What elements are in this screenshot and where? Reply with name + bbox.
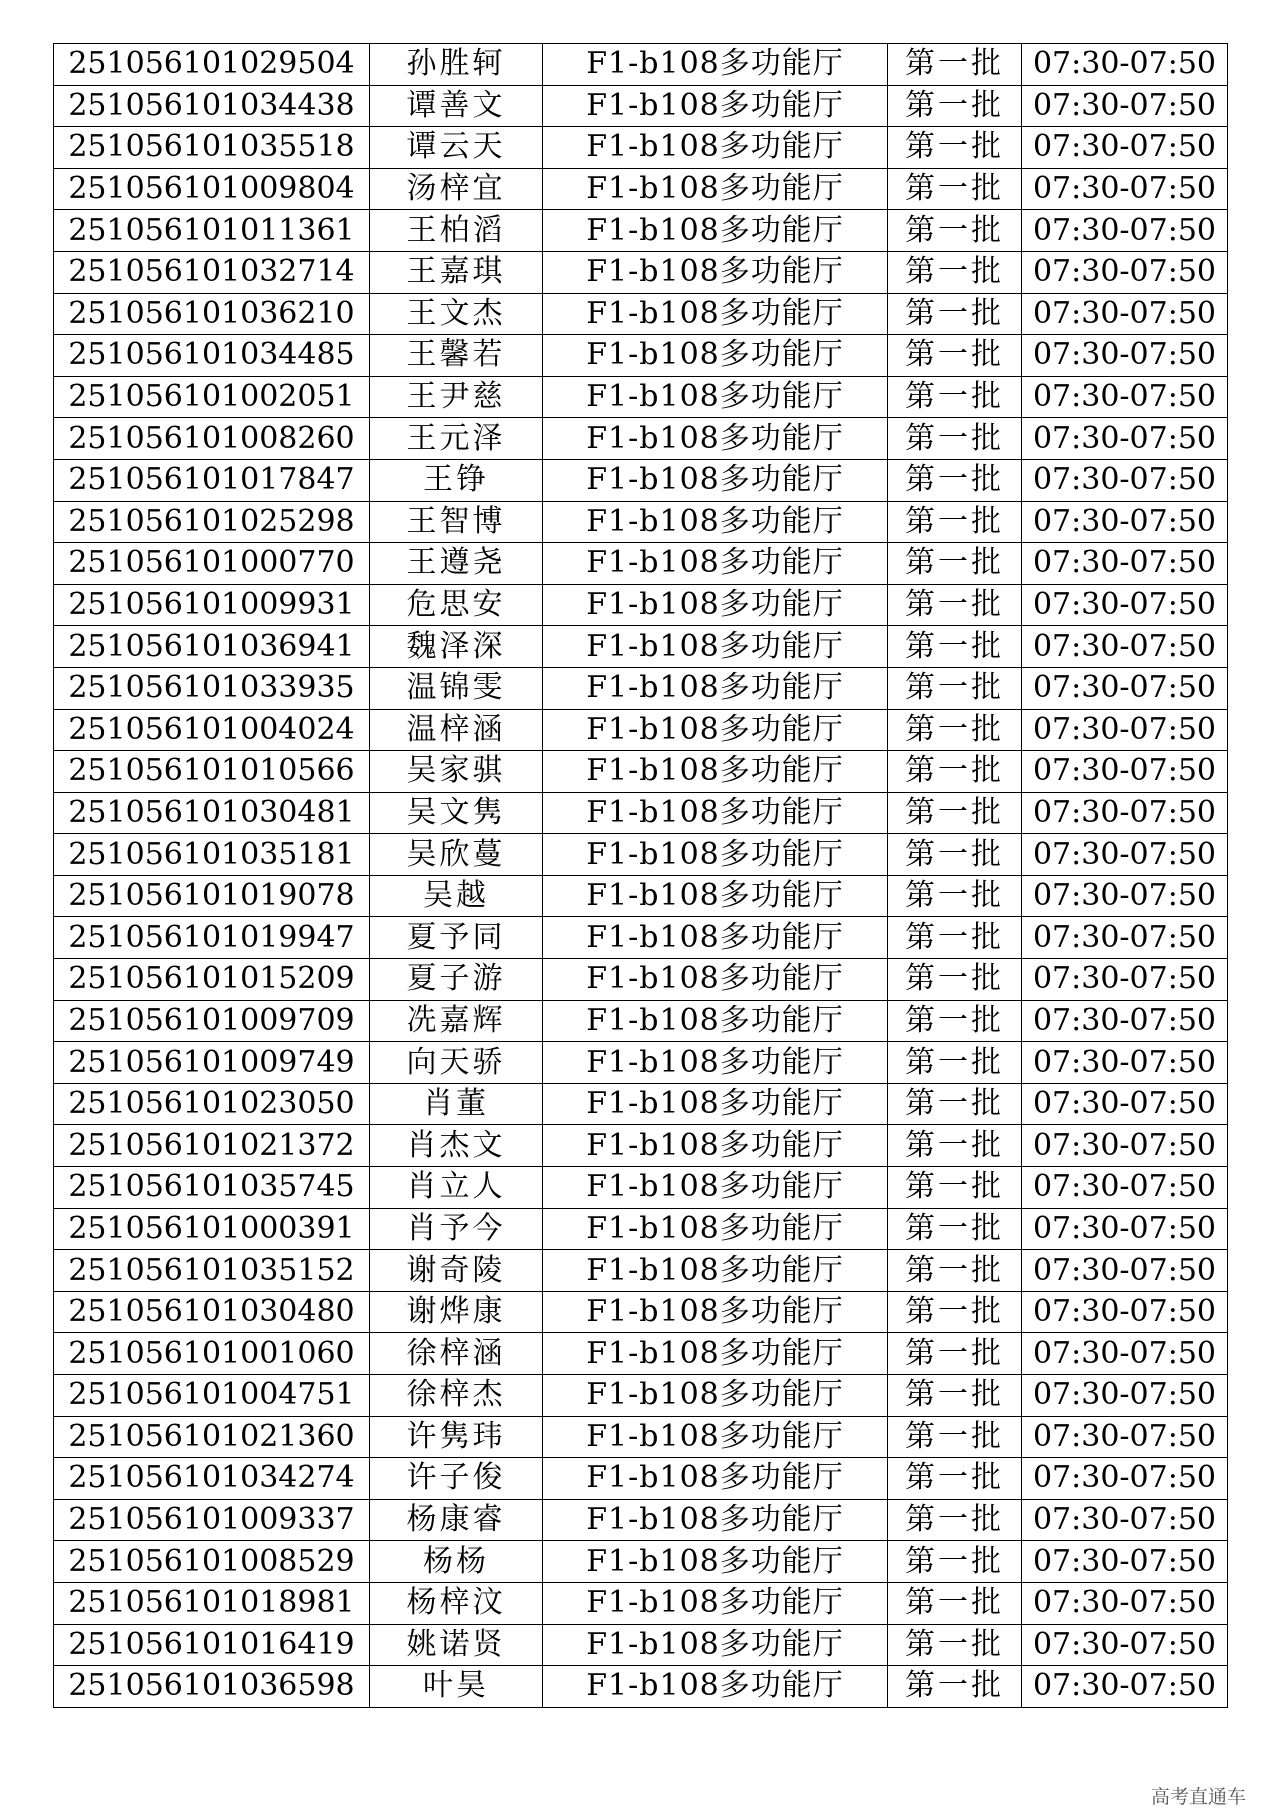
time-cell: 07:30-07:50 <box>1022 1499 1228 1541</box>
name-cell: 王柏滔 <box>370 210 543 252</box>
name-cell: 肖立人 <box>370 1167 543 1209</box>
time-cell: 07:30-07:50 <box>1022 44 1228 86</box>
table-row <box>54 293 1228 335</box>
table-row <box>54 44 1228 86</box>
room-cell: F1-b108多功能厅 <box>543 1624 888 1666</box>
candidate-id-cell: 251056101015209 <box>54 959 370 1001</box>
batch-cell: 第一批 <box>888 667 1022 709</box>
time-cell: 07:30-07:50 <box>1022 376 1228 418</box>
candidate-id-cell: 251056101002051 <box>54 376 370 418</box>
time-cell: 07:30-07:50 <box>1022 1083 1228 1125</box>
name-cell: 汤梓宜 <box>370 168 543 210</box>
time-cell: 07:30-07:50 <box>1022 1666 1228 1708</box>
name-cell: 肖董 <box>370 1083 543 1125</box>
batch-cell: 第一批 <box>888 1624 1022 1666</box>
room-cell: F1-b108多功能厅 <box>543 792 888 834</box>
candidate-id-cell: 251056101008260 <box>54 418 370 460</box>
batch-cell: 第一批 <box>888 168 1022 210</box>
room-cell: F1-b108多功能厅 <box>543 168 888 210</box>
roster-table <box>53 43 1228 1708</box>
name-cell: 王遵尧 <box>370 543 543 585</box>
batch-cell: 第一批 <box>888 917 1022 959</box>
candidate-id-cell: 251056101009709 <box>54 1000 370 1042</box>
room-cell: F1-b108多功能厅 <box>543 667 888 709</box>
table-row <box>54 1541 1228 1583</box>
candidate-id-cell: 251056101035181 <box>54 834 370 876</box>
batch-cell: 第一批 <box>888 1208 1022 1250</box>
candidate-id-cell: 251056101010566 <box>54 751 370 793</box>
candidate-id-cell: 251056101017847 <box>54 459 370 501</box>
time-cell: 07:30-07:50 <box>1022 293 1228 335</box>
batch-cell: 第一批 <box>888 335 1022 377</box>
batch-cell: 第一批 <box>888 44 1022 86</box>
candidate-id-cell: 251056101009931 <box>54 584 370 626</box>
time-cell: 07:30-07:50 <box>1022 959 1228 1001</box>
name-cell: 叶昊 <box>370 1666 543 1708</box>
batch-cell: 第一批 <box>888 959 1022 1001</box>
candidate-id-cell: 251056101009337 <box>54 1499 370 1541</box>
time-cell: 07:30-07:50 <box>1022 1125 1228 1167</box>
table-row <box>54 1582 1228 1624</box>
time-cell: 07:30-07:50 <box>1022 1042 1228 1084</box>
batch-cell: 第一批 <box>888 1167 1022 1209</box>
table-row <box>54 667 1228 709</box>
table-row <box>54 251 1228 293</box>
name-cell: 杨杨 <box>370 1541 543 1583</box>
time-cell: 07:30-07:50 <box>1022 418 1228 460</box>
time-cell: 07:30-07:50 <box>1022 626 1228 668</box>
time-cell: 07:30-07:50 <box>1022 1458 1228 1500</box>
table-row <box>54 168 1228 210</box>
table-row <box>54 1375 1228 1417</box>
candidate-id-cell: 251056101035152 <box>54 1250 370 1292</box>
table-row <box>54 709 1228 751</box>
batch-cell: 第一批 <box>888 1458 1022 1500</box>
time-cell: 07:30-07:50 <box>1022 251 1228 293</box>
batch-cell: 第一批 <box>888 210 1022 252</box>
candidate-id-cell: 251056101004751 <box>54 1375 370 1417</box>
batch-cell: 第一批 <box>888 1000 1022 1042</box>
candidate-id-cell: 251056101008529 <box>54 1541 370 1583</box>
table-row <box>54 376 1228 418</box>
batch-cell: 第一批 <box>888 626 1022 668</box>
room-cell: F1-b108多功能厅 <box>543 1499 888 1541</box>
time-cell: 07:30-07:50 <box>1022 459 1228 501</box>
name-cell: 冼嘉辉 <box>370 1000 543 1042</box>
name-cell: 姚诺贤 <box>370 1624 543 1666</box>
time-cell: 07:30-07:50 <box>1022 792 1228 834</box>
table-row <box>54 1291 1228 1333</box>
batch-cell: 第一批 <box>888 834 1022 876</box>
time-cell: 07:30-07:50 <box>1022 1291 1228 1333</box>
time-cell: 07:30-07:50 <box>1022 168 1228 210</box>
time-cell: 07:30-07:50 <box>1022 875 1228 917</box>
candidate-id-cell: 251056101021360 <box>54 1416 370 1458</box>
batch-cell: 第一批 <box>888 1291 1022 1333</box>
table-row <box>54 1333 1228 1375</box>
time-cell: 07:30-07:50 <box>1022 1624 1228 1666</box>
table-row <box>54 1083 1228 1125</box>
batch-cell: 第一批 <box>888 1083 1022 1125</box>
table-row <box>54 1000 1228 1042</box>
room-cell: F1-b108多功能厅 <box>543 1291 888 1333</box>
room-cell: F1-b108多功能厅 <box>543 418 888 460</box>
table-row <box>54 210 1228 252</box>
room-cell: F1-b108多功能厅 <box>543 959 888 1001</box>
room-cell: F1-b108多功能厅 <box>543 751 888 793</box>
room-cell: F1-b108多功能厅 <box>543 335 888 377</box>
room-cell: F1-b108多功能厅 <box>543 1333 888 1375</box>
room-cell: F1-b108多功能厅 <box>543 1416 888 1458</box>
room-cell: F1-b108多功能厅 <box>543 44 888 86</box>
batch-cell: 第一批 <box>888 751 1022 793</box>
room-cell: F1-b108多功能厅 <box>543 459 888 501</box>
time-cell: 07:30-07:50 <box>1022 834 1228 876</box>
candidate-id-cell: 251056101030481 <box>54 792 370 834</box>
table-row <box>54 1499 1228 1541</box>
time-cell: 07:30-07:50 <box>1022 1582 1228 1624</box>
candidate-id-cell: 251056101018981 <box>54 1582 370 1624</box>
name-cell: 王铮 <box>370 459 543 501</box>
candidate-id-cell: 251056101009749 <box>54 1042 370 1084</box>
room-cell: F1-b108多功能厅 <box>543 584 888 626</box>
room-cell: F1-b108多功能厅 <box>543 501 888 543</box>
table-row <box>54 418 1228 460</box>
table-row <box>54 1125 1228 1167</box>
batch-cell: 第一批 <box>888 293 1022 335</box>
candidate-id-cell: 251056101016419 <box>54 1624 370 1666</box>
table-row <box>54 751 1228 793</box>
name-cell: 许子俊 <box>370 1458 543 1500</box>
candidate-id-cell: 251056101035745 <box>54 1167 370 1209</box>
name-cell: 王元泽 <box>370 418 543 460</box>
table-row <box>54 501 1228 543</box>
table-row <box>54 543 1228 585</box>
name-cell: 许隽玮 <box>370 1416 543 1458</box>
table-row <box>54 1458 1228 1500</box>
batch-cell: 第一批 <box>888 1582 1022 1624</box>
name-cell: 杨康睿 <box>370 1499 543 1541</box>
candidate-id-cell: 251056101034438 <box>54 85 370 127</box>
name-cell: 夏子游 <box>370 959 543 1001</box>
room-cell: F1-b108多功能厅 <box>543 1375 888 1417</box>
table-row <box>54 1624 1228 1666</box>
time-cell: 07:30-07:50 <box>1022 127 1228 169</box>
candidate-id-cell: 251056101030480 <box>54 1291 370 1333</box>
name-cell: 温锦雯 <box>370 667 543 709</box>
table-row <box>54 917 1228 959</box>
batch-cell: 第一批 <box>888 584 1022 626</box>
batch-cell: 第一批 <box>888 1666 1022 1708</box>
name-cell: 谭善文 <box>370 85 543 127</box>
time-cell: 07:30-07:50 <box>1022 1375 1228 1417</box>
room-cell: F1-b108多功能厅 <box>543 709 888 751</box>
table-row <box>54 626 1228 668</box>
table-row <box>54 1416 1228 1458</box>
time-cell: 07:30-07:50 <box>1022 1208 1228 1250</box>
time-cell: 07:30-07:50 <box>1022 335 1228 377</box>
candidate-id-cell: 251056101032714 <box>54 251 370 293</box>
room-cell: F1-b108多功能厅 <box>543 1167 888 1209</box>
table-row <box>54 792 1228 834</box>
name-cell: 王馨若 <box>370 335 543 377</box>
time-cell: 07:30-07:50 <box>1022 210 1228 252</box>
table-row <box>54 959 1228 1001</box>
room-cell: F1-b108多功能厅 <box>543 1000 888 1042</box>
batch-cell: 第一批 <box>888 1125 1022 1167</box>
time-cell: 07:30-07:50 <box>1022 1333 1228 1375</box>
batch-cell: 第一批 <box>888 875 1022 917</box>
name-cell: 王文杰 <box>370 293 543 335</box>
time-cell: 07:30-07:50 <box>1022 543 1228 585</box>
batch-cell: 第一批 <box>888 418 1022 460</box>
name-cell: 谭云天 <box>370 127 543 169</box>
name-cell: 肖予今 <box>370 1208 543 1250</box>
candidate-id-cell: 251056101034485 <box>54 335 370 377</box>
name-cell: 魏泽深 <box>370 626 543 668</box>
name-cell: 吴越 <box>370 875 543 917</box>
table-row <box>54 1250 1228 1292</box>
time-cell: 07:30-07:50 <box>1022 1000 1228 1042</box>
candidate-id-cell: 251056101000391 <box>54 1208 370 1250</box>
room-cell: F1-b108多功能厅 <box>543 1083 888 1125</box>
table-row <box>54 459 1228 501</box>
candidate-id-cell: 251056101019078 <box>54 875 370 917</box>
candidate-id-cell: 251056101025298 <box>54 501 370 543</box>
room-cell: F1-b108多功能厅 <box>543 834 888 876</box>
table-row <box>54 1208 1228 1250</box>
candidate-id-cell: 251056101036210 <box>54 293 370 335</box>
time-cell: 07:30-07:50 <box>1022 584 1228 626</box>
room-cell: F1-b108多功能厅 <box>543 293 888 335</box>
batch-cell: 第一批 <box>888 127 1022 169</box>
name-cell: 肖杰文 <box>370 1125 543 1167</box>
room-cell: F1-b108多功能厅 <box>543 875 888 917</box>
name-cell: 孙胜轲 <box>370 44 543 86</box>
candidate-id-cell: 251056101019947 <box>54 917 370 959</box>
table-row <box>54 127 1228 169</box>
candidate-id-cell: 251056101004024 <box>54 709 370 751</box>
table-row <box>54 1167 1228 1209</box>
roster-body <box>54 44 1228 1708</box>
candidate-id-cell: 251056101029504 <box>54 44 370 86</box>
name-cell: 温梓涵 <box>370 709 543 751</box>
time-cell: 07:30-07:50 <box>1022 1250 1228 1292</box>
candidate-id-cell: 251056101023050 <box>54 1083 370 1125</box>
room-cell: F1-b108多功能厅 <box>543 210 888 252</box>
name-cell: 吴文隽 <box>370 792 543 834</box>
name-cell: 徐梓涵 <box>370 1333 543 1375</box>
time-cell: 07:30-07:50 <box>1022 85 1228 127</box>
candidate-id-cell: 251056101009804 <box>54 168 370 210</box>
batch-cell: 第一批 <box>888 85 1022 127</box>
batch-cell: 第一批 <box>888 1416 1022 1458</box>
batch-cell: 第一批 <box>888 459 1022 501</box>
room-cell: F1-b108多功能厅 <box>543 1208 888 1250</box>
candidate-id-cell: 251056101034274 <box>54 1458 370 1500</box>
room-cell: F1-b108多功能厅 <box>543 251 888 293</box>
table-row <box>54 875 1228 917</box>
room-cell: F1-b108多功能厅 <box>543 1125 888 1167</box>
table-row <box>54 834 1228 876</box>
name-cell: 王嘉琪 <box>370 251 543 293</box>
name-cell: 危思安 <box>370 584 543 626</box>
watermark-text: 高考直通车 <box>1150 1786 1246 1808</box>
time-cell: 07:30-07:50 <box>1022 1167 1228 1209</box>
batch-cell: 第一批 <box>888 709 1022 751</box>
room-cell: F1-b108多功能厅 <box>543 376 888 418</box>
batch-cell: 第一批 <box>888 543 1022 585</box>
batch-cell: 第一批 <box>888 792 1022 834</box>
room-cell: F1-b108多功能厅 <box>543 1458 888 1500</box>
room-cell: F1-b108多功能厅 <box>543 1541 888 1583</box>
room-cell: F1-b108多功能厅 <box>543 626 888 668</box>
table-row <box>54 1666 1228 1708</box>
candidate-id-cell: 251056101021372 <box>54 1125 370 1167</box>
candidate-id-cell: 251056101036598 <box>54 1666 370 1708</box>
batch-cell: 第一批 <box>888 1333 1022 1375</box>
time-cell: 07:30-07:50 <box>1022 1541 1228 1583</box>
time-cell: 07:30-07:50 <box>1022 709 1228 751</box>
batch-cell: 第一批 <box>888 501 1022 543</box>
room-cell: F1-b108多功能厅 <box>543 1250 888 1292</box>
table-row <box>54 335 1228 377</box>
room-cell: F1-b108多功能厅 <box>543 1666 888 1708</box>
candidate-id-cell: 251056101035518 <box>54 127 370 169</box>
room-cell: F1-b108多功能厅 <box>543 1582 888 1624</box>
name-cell: 吴家骐 <box>370 751 543 793</box>
time-cell: 07:30-07:50 <box>1022 501 1228 543</box>
time-cell: 07:30-07:50 <box>1022 751 1228 793</box>
time-cell: 07:30-07:50 <box>1022 667 1228 709</box>
name-cell: 王智博 <box>370 501 543 543</box>
time-cell: 07:30-07:50 <box>1022 917 1228 959</box>
room-cell: F1-b108多功能厅 <box>543 1042 888 1084</box>
candidate-id-cell: 251056101036941 <box>54 626 370 668</box>
name-cell: 徐梓杰 <box>370 1375 543 1417</box>
candidate-id-cell: 251056101001060 <box>54 1333 370 1375</box>
table-row <box>54 1042 1228 1084</box>
candidate-id-cell: 251056101000770 <box>54 543 370 585</box>
candidate-id-cell: 251056101011361 <box>54 210 370 252</box>
name-cell: 向天骄 <box>370 1042 543 1084</box>
name-cell: 杨梓汶 <box>370 1582 543 1624</box>
table-row <box>54 584 1228 626</box>
name-cell: 谢奇陵 <box>370 1250 543 1292</box>
room-cell: F1-b108多功能厅 <box>543 543 888 585</box>
name-cell: 王尹慈 <box>370 376 543 418</box>
table-row <box>54 85 1228 127</box>
name-cell: 谢烨康 <box>370 1291 543 1333</box>
name-cell: 夏予同 <box>370 917 543 959</box>
batch-cell: 第一批 <box>888 1541 1022 1583</box>
batch-cell: 第一批 <box>888 1042 1022 1084</box>
name-cell: 吴欣蔓 <box>370 834 543 876</box>
room-cell: F1-b108多功能厅 <box>543 917 888 959</box>
room-cell: F1-b108多功能厅 <box>543 85 888 127</box>
room-cell: F1-b108多功能厅 <box>543 127 888 169</box>
batch-cell: 第一批 <box>888 376 1022 418</box>
batch-cell: 第一批 <box>888 1375 1022 1417</box>
batch-cell: 第一批 <box>888 1250 1022 1292</box>
batch-cell: 第一批 <box>888 1499 1022 1541</box>
time-cell: 07:30-07:50 <box>1022 1416 1228 1458</box>
batch-cell: 第一批 <box>888 251 1022 293</box>
candidate-id-cell: 251056101033935 <box>54 667 370 709</box>
